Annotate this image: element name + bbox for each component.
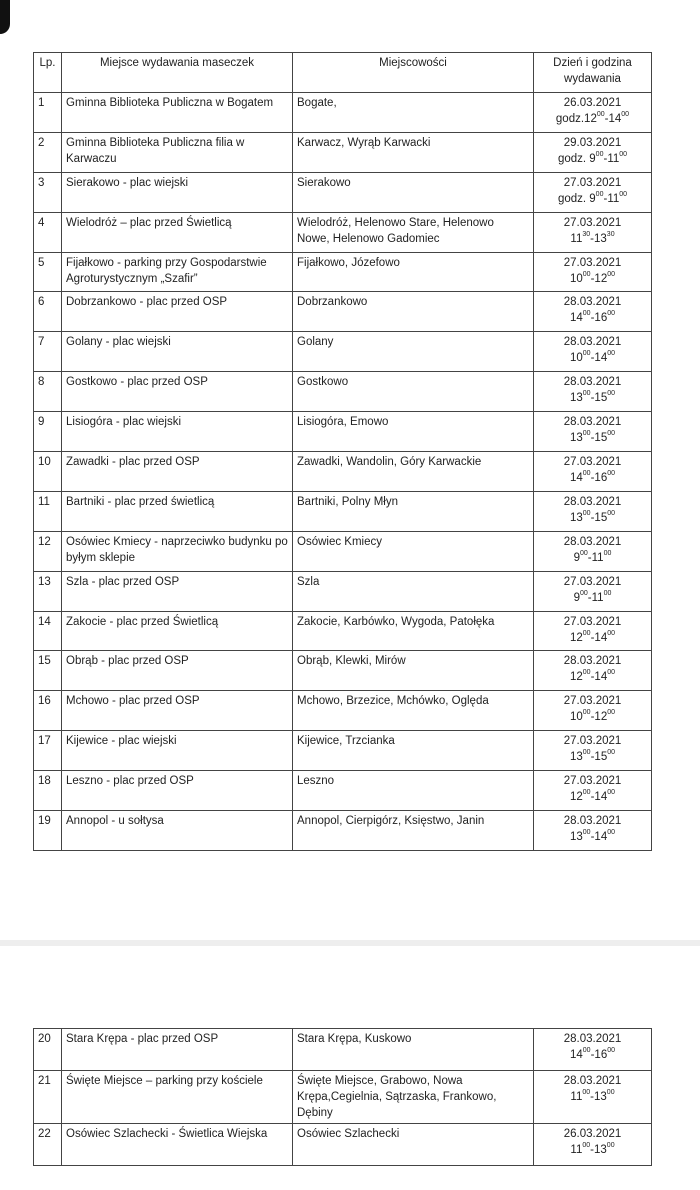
row-date: 27.03.2021	[563, 176, 622, 189]
table-row	[34, 491, 652, 531]
time-separator: -	[604, 113, 609, 125]
time-separator: -	[590, 392, 595, 405]
row-towns: Kijewice, Trzcianka	[293, 731, 534, 771]
row-towns: Zawadki, Wandolin, Góry Karwackie	[293, 452, 534, 492]
time-start-minutes: 00	[582, 509, 591, 517]
row-time	[538, 510, 647, 526]
row-date: 28.03.2021	[563, 336, 622, 349]
time-end-minutes: 00	[607, 749, 616, 757]
time-start-hour: 9	[589, 152, 596, 165]
table-row	[34, 132, 652, 172]
row-date: 28.03.2021	[563, 495, 622, 508]
table-row	[34, 172, 652, 212]
row-datetime	[534, 691, 652, 731]
row-date: 28.03.2021	[563, 535, 622, 548]
time-start-minutes: 00	[582, 390, 591, 398]
time-start-minutes: 00	[582, 709, 591, 717]
time-separator: -	[590, 831, 595, 844]
row-towns: Bartniki, Polny Młyn	[293, 491, 534, 531]
time-end-hour: 15	[594, 432, 608, 445]
row-time	[538, 669, 647, 685]
row-time	[538, 271, 647, 287]
table-row	[34, 731, 652, 771]
time-end-hour: 15	[594, 511, 608, 524]
row-datetime	[534, 731, 652, 771]
row-number: 11	[34, 491, 62, 531]
table-row	[34, 811, 652, 851]
time-start-hour: 10	[569, 272, 583, 285]
row-place: Osówiec Szlachecki - Świetlica Wiejska	[62, 1124, 293, 1166]
row-towns: Leszno	[293, 771, 534, 811]
time-separator: -	[590, 232, 594, 245]
row-date: 27.03.2021	[563, 775, 622, 788]
row-date: 27.03.2021	[563, 695, 622, 708]
row-place: Obrąb - plac przed OSP	[62, 651, 293, 691]
time-end-hour: 14	[594, 352, 608, 365]
table-header-row	[34, 53, 652, 93]
table-row	[34, 1029, 652, 1071]
row-place: Leszno - plac przed OSP	[62, 771, 293, 811]
time-start-minutes: 00	[582, 1089, 591, 1096]
time-separator: -	[590, 1091, 594, 1103]
time-end-hour: 11	[607, 152, 620, 165]
row-date: 28.03.2021	[563, 376, 622, 389]
row-place: Fijałkowo - parking przy Gospodarstwie Agroturystycznym „Szafir”	[62, 252, 293, 292]
time-end-minutes: 00	[607, 430, 616, 438]
row-datetime	[534, 212, 652, 252]
row-date: 27.03.2021	[563, 456, 622, 469]
table-row	[34, 93, 652, 133]
time-end-hour: 16	[594, 472, 608, 485]
row-number: 7	[34, 332, 62, 372]
time-end-hour: 14	[594, 831, 608, 844]
row-date: 26.03.2021	[563, 97, 622, 109]
time-start-minutes: 00	[595, 190, 604, 198]
time-end-hour: 11	[591, 591, 604, 604]
row-time	[538, 590, 647, 606]
table-row	[34, 691, 652, 731]
row-towns: Stara Krępa, Kuskowo	[293, 1029, 534, 1071]
time-start-minutes: 00	[582, 270, 591, 278]
row-datetime	[534, 571, 652, 611]
row-date: 28.03.2021	[563, 1033, 622, 1045]
row-datetime	[534, 372, 652, 412]
table-row	[34, 332, 652, 372]
row-datetime	[534, 611, 652, 651]
row-number: 3	[34, 172, 62, 212]
row-towns: Fijałkowo, Józefowo	[293, 252, 534, 292]
row-place: Mchowo - plac przed OSP	[62, 691, 293, 731]
time-start-minutes: 00	[580, 549, 588, 557]
time-start-minutes: 00	[582, 669, 591, 677]
time-separator: -	[590, 751, 595, 764]
row-place: Dobrzankowo - plac przed OSP	[62, 292, 293, 332]
time-end-minutes: 00	[607, 829, 616, 837]
row-place: Święte Miejsce – parking przy kościele	[62, 1071, 293, 1124]
row-datetime	[534, 1124, 652, 1166]
row-date: 27.03.2021	[563, 575, 622, 588]
row-towns: Lisiogóra, Emowo	[293, 412, 534, 452]
row-place: Gminna Biblioteka Publiczna filia w Karwaczu	[62, 132, 293, 172]
time-end-hour: 13	[594, 1144, 607, 1156]
row-datetime	[534, 491, 652, 531]
row-place: Kijewice - plac wiejski	[62, 731, 293, 771]
distribution-table-page-2	[33, 1028, 652, 1166]
row-number: 14	[34, 611, 62, 651]
time-end-minutes: 00	[607, 310, 616, 318]
time-start-hour: 12	[569, 631, 583, 644]
row-towns: Święte Miejsce, Grabowo, Nowa Krępa,Cegielnia, Sątrzaska, Frankowo, Dębiny	[293, 1071, 534, 1124]
row-towns: Gostkowo	[293, 372, 534, 412]
time-end-hour: 16	[594, 312, 608, 325]
row-datetime	[534, 452, 652, 492]
row-towns: Sierakowo	[293, 172, 534, 212]
row-time	[538, 630, 647, 646]
time-end-hour: 15	[594, 392, 608, 405]
table-row	[34, 212, 652, 252]
time-end-minutes: 00	[607, 789, 616, 797]
time-end-hour: 14	[594, 791, 608, 804]
table-row	[34, 611, 652, 651]
time-start-minutes: 30	[582, 230, 591, 238]
row-date: 29.03.2021	[563, 136, 622, 149]
row-date: 27.03.2021	[563, 216, 622, 229]
row-time	[538, 151, 647, 167]
time-end-minutes: 00	[619, 150, 628, 158]
row-datetime	[534, 811, 652, 851]
time-start-hour: 13	[569, 831, 583, 844]
row-number: 12	[34, 531, 62, 571]
row-datetime	[534, 132, 652, 172]
row-number: 8	[34, 372, 62, 412]
row-datetime	[534, 332, 652, 372]
time-end-minutes: 00	[607, 509, 616, 517]
row-place: Szla - plac przed OSP	[62, 571, 293, 611]
time-separator: -	[587, 551, 592, 564]
time-end-hour: 13	[594, 232, 607, 245]
table-row	[34, 1124, 652, 1166]
time-end-minutes: 00	[607, 709, 616, 717]
time-start-hour: 9	[573, 551, 580, 564]
time-start-minutes: 00	[582, 629, 591, 637]
row-datetime	[534, 93, 652, 133]
row-datetime	[534, 172, 652, 212]
time-separator: -	[603, 152, 608, 165]
table-row	[34, 372, 652, 412]
time-end-hour: 11	[607, 192, 620, 205]
time-start-hour: 11	[570, 1091, 583, 1103]
row-number: 22	[34, 1124, 62, 1166]
row-date: 28.03.2021	[563, 655, 622, 668]
time-prefix: godz.	[557, 152, 590, 165]
row-time	[538, 111, 647, 127]
time-separator: -	[590, 511, 595, 524]
time-end-minutes: 00	[606, 1089, 615, 1096]
row-date: 27.03.2021	[563, 256, 622, 269]
time-separator: -	[590, 472, 595, 485]
time-start-hour: 13	[569, 392, 583, 405]
time-start-minutes: 00	[582, 310, 591, 318]
table-body-page-1	[34, 93, 652, 851]
row-datetime	[534, 1029, 652, 1071]
row-place: Gostkowo - plac przed OSP	[62, 372, 293, 412]
row-time	[538, 1047, 647, 1063]
time-start-hour: 13	[569, 511, 583, 524]
row-time	[538, 1142, 647, 1158]
time-start-hour: 10	[569, 352, 583, 365]
row-number: 19	[34, 811, 62, 851]
row-towns: Golany	[293, 332, 534, 372]
row-towns: Szla	[293, 571, 534, 611]
time-start-minutes: 00	[582, 1047, 591, 1054]
time-start-minutes: 00	[580, 589, 588, 597]
row-date: 28.03.2021	[563, 296, 622, 309]
row-place: Bartniki - plac przed świetlicą	[62, 491, 293, 531]
table-row	[34, 771, 652, 811]
row-number: 5	[34, 252, 62, 292]
time-separator: -	[590, 352, 595, 365]
time-end-hour: 12	[594, 711, 608, 724]
row-time	[538, 390, 647, 406]
time-start-hour: 12	[569, 671, 583, 684]
time-start-minutes: 00	[582, 350, 591, 358]
time-separator: -	[587, 591, 592, 604]
row-time	[538, 1089, 647, 1105]
row-time	[538, 231, 647, 247]
row-date: 28.03.2021	[563, 416, 622, 429]
row-towns: Bogate,	[293, 93, 534, 133]
row-time	[538, 789, 647, 805]
corner-mark	[0, 0, 10, 34]
row-date: 28.03.2021	[563, 1075, 622, 1087]
row-place: Stara Krępa - plac przed OSP	[62, 1029, 293, 1071]
page-separator	[0, 940, 700, 946]
row-number: 6	[34, 292, 62, 332]
row-towns: Zakocie, Karbówko, Wygoda, Patołęka	[293, 611, 534, 651]
row-place: Sierakowo - plac wiejski	[62, 172, 293, 212]
row-number: 20	[34, 1029, 62, 1071]
time-start-hour: 13	[569, 751, 583, 764]
time-start-minutes: 00	[595, 150, 604, 158]
time-end-minutes: 00	[619, 190, 628, 198]
time-end-hour: 12	[594, 272, 608, 285]
time-separator: -	[603, 192, 608, 205]
row-datetime	[534, 292, 652, 332]
row-place: Zakocie - plac przed Świetlicą	[62, 611, 293, 651]
time-end-hour: 14	[608, 113, 622, 125]
time-start-hour: 12	[584, 113, 597, 125]
time-separator: -	[590, 631, 595, 644]
time-separator: -	[590, 432, 595, 445]
row-place: Wielodróż – plac przed Świetlicą	[62, 212, 293, 252]
time-prefix: godz.	[557, 192, 590, 205]
time-end-minutes: 30	[606, 230, 615, 238]
row-place: Lisiogóra - plac wiejski	[62, 412, 293, 452]
time-separator: -	[590, 711, 595, 724]
row-place: Zawadki - plac przed OSP	[62, 452, 293, 492]
row-number: 16	[34, 691, 62, 731]
row-place: Gminna Biblioteka Publiczna w Bogatem	[62, 93, 293, 133]
row-datetime	[534, 252, 652, 292]
row-number: 4	[34, 212, 62, 252]
row-towns: Karwacz, Wyrąb Karwacki	[293, 132, 534, 172]
row-time	[538, 550, 647, 566]
row-towns: Obrąb, Klewki, Mirów	[293, 651, 534, 691]
time-start-hour: 14	[569, 472, 583, 485]
header-place: Miejsce wydawania maseczek	[62, 53, 293, 93]
time-prefix: godz.	[555, 113, 585, 125]
time-start-minutes: 00	[582, 829, 591, 837]
row-number: 2	[34, 132, 62, 172]
time-end-hour: 16	[594, 1049, 608, 1061]
time-start-minutes: 00	[596, 111, 605, 118]
row-towns: Wielodróż, Helenowo Stare, Helenowo Nowe, Helenowo Gadomiec	[293, 212, 534, 252]
header-datetime: Dzień i godzina wydawania	[534, 53, 652, 93]
row-number: 21	[34, 1071, 62, 1124]
time-end-minutes: 00	[607, 470, 616, 478]
time-start-hour: 10	[569, 711, 583, 724]
time-end-minutes: 00	[607, 1047, 616, 1054]
table-row	[34, 292, 652, 332]
row-time	[538, 470, 647, 486]
row-time	[538, 829, 647, 845]
time-end-minutes: 00	[607, 629, 616, 637]
time-start-hour: 9	[573, 591, 580, 604]
time-start-minutes: 00	[582, 470, 591, 478]
row-place: Annopol - u sołtysa	[62, 811, 293, 851]
row-time	[538, 310, 647, 326]
row-time	[538, 191, 647, 207]
row-towns: Annopol, Cierpigórz, Księstwo, Janin	[293, 811, 534, 851]
row-date: 27.03.2021	[563, 615, 622, 628]
time-start-hour: 11	[570, 232, 583, 245]
time-end-minutes: 00	[607, 390, 616, 398]
row-towns: Osówiec Kmiecy	[293, 531, 534, 571]
time-end-minutes: 00	[607, 669, 616, 677]
row-datetime	[534, 1071, 652, 1124]
row-time	[538, 430, 647, 446]
time-end-hour: 14	[594, 631, 608, 644]
table-row	[34, 412, 652, 452]
time-separator: -	[590, 272, 595, 285]
time-start-minutes: 00	[582, 749, 591, 757]
header-lp: Lp.	[34, 53, 62, 93]
row-number: 17	[34, 731, 62, 771]
header-towns: Miejscowości	[293, 53, 534, 93]
time-start-hour: 14	[569, 1049, 583, 1061]
row-number: 9	[34, 412, 62, 452]
row-towns: Osówiec Szlachecki	[293, 1124, 534, 1166]
table-row	[34, 1071, 652, 1124]
row-date: 28.03.2021	[563, 815, 622, 828]
row-time	[538, 709, 647, 725]
row-time	[538, 749, 647, 765]
table-row	[34, 651, 652, 691]
row-place: Golany - plac wiejski	[62, 332, 293, 372]
row-place: Osówiec Kmiecy - naprzeciwko budynku po byłym sklepie	[62, 531, 293, 571]
time-end-hour: 13	[594, 1091, 607, 1103]
row-date: 26.03.2021	[563, 1128, 622, 1140]
table-body-page-2	[34, 1029, 652, 1166]
row-datetime	[534, 771, 652, 811]
time-end-minutes: 00	[621, 111, 630, 118]
row-number: 1	[34, 93, 62, 133]
time-start-hour: 14	[569, 312, 583, 325]
row-date: 27.03.2021	[563, 735, 622, 748]
distribution-table-page-1	[33, 52, 652, 851]
time-separator: -	[590, 1049, 595, 1061]
time-start-hour: 11	[570, 1144, 583, 1156]
row-datetime	[534, 412, 652, 452]
time-end-hour: 15	[594, 751, 608, 764]
time-start-minutes: 00	[582, 430, 591, 438]
time-end-minutes: 00	[607, 270, 616, 278]
row-number: 13	[34, 571, 62, 611]
time-end-hour: 11	[591, 551, 604, 564]
time-separator: -	[590, 1144, 594, 1156]
row-number: 10	[34, 452, 62, 492]
time-start-minutes: 00	[582, 789, 591, 797]
time-separator: -	[590, 312, 595, 325]
table-row	[34, 452, 652, 492]
time-start-hour: 12	[569, 791, 583, 804]
time-end-minutes: 00	[603, 549, 612, 557]
time-start-hour: 9	[589, 192, 596, 205]
row-number: 18	[34, 771, 62, 811]
time-end-hour: 14	[594, 671, 608, 684]
row-datetime	[534, 531, 652, 571]
table-row	[34, 531, 652, 571]
time-start-hour: 13	[569, 432, 583, 445]
time-end-minutes: 00	[606, 1142, 615, 1149]
row-number: 15	[34, 651, 62, 691]
row-towns: Mchowo, Brzezice, Mchówko, Oględa	[293, 691, 534, 731]
time-separator: -	[590, 671, 595, 684]
table-row	[34, 571, 652, 611]
time-start-minutes: 00	[582, 1142, 591, 1149]
row-towns: Dobrzankowo	[293, 292, 534, 332]
row-datetime	[534, 651, 652, 691]
time-end-minutes: 00	[607, 350, 616, 358]
row-time	[538, 350, 647, 366]
time-end-minutes: 00	[603, 589, 612, 597]
time-separator: -	[590, 791, 595, 804]
table-row	[34, 252, 652, 292]
